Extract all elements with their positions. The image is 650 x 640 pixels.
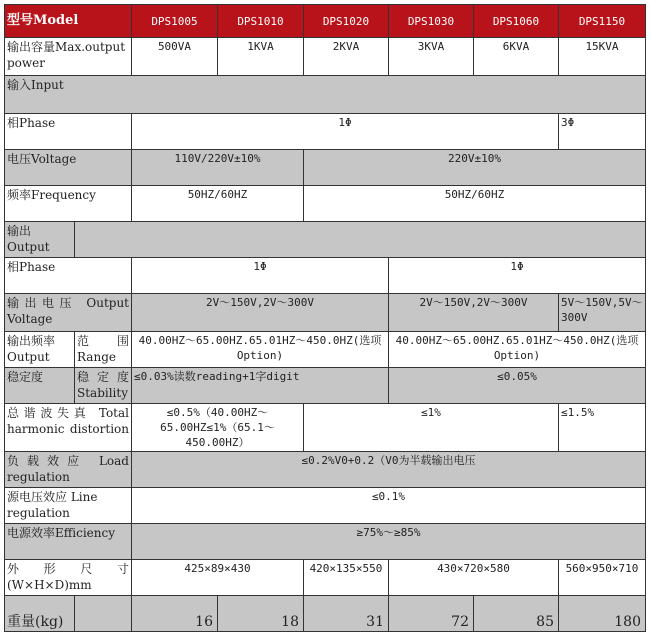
output-voltage-large: 5V～150V,5V～300V [559,294,646,332]
input-voltage-large: 220V±10% [304,150,646,186]
input-frequency-label: 频率Frequency [5,186,132,222]
spec-table-container [4,4,645,634]
dimensions-small: 425×89×430 [132,560,304,596]
efficiency-value: ≥75%～≥85% [132,524,646,560]
model-dps1010: DPS1010 [218,5,304,38]
weight-dps1005: 16 [132,596,218,632]
input-frequency-large: 50HZ/60HZ [304,186,646,222]
weight-dps1060: 85 [474,596,559,632]
weight-dps1010: 18 [218,596,304,632]
spec-table [4,4,646,632]
dimensions-xlarge: 560×950×710 [559,560,646,596]
output-voltage-label: 输出电压 Output Voltage [5,294,132,332]
thd-mid: ≤1% [304,404,559,452]
input-phase-single: 1Φ [132,114,559,150]
capacity-dps1020: 2KVA [304,38,389,76]
model-dps1005: DPS1005 [132,5,218,38]
output-section-blank [75,222,646,258]
input-phase-three: 3Φ [559,114,646,150]
thd-label: 总谐波失真 Total harmonic distortion [5,404,132,452]
capacity-dps1010: 1KVA [218,38,304,76]
output-phase-large: 1Φ [389,258,646,294]
capacity-dps1005: 500VA [132,38,218,76]
output-phase-small: 1Φ [132,258,389,294]
output-voltage-mid: 2V～150V,2V～300V [389,294,559,332]
input-voltage-small: 110V/220V±10% [132,150,304,186]
input-voltage-label: 电压Voltage [5,150,132,186]
output-section-title: 输出 Output [5,222,75,258]
input-section-title: 输入Input [5,76,646,114]
output-phase-label: 相Phase [5,258,132,294]
load-regulation-value: ≤0.2%V0+0.2（V0为半载输出电压 [132,452,646,488]
capacity-dps1150: 15KVA [559,38,646,76]
output-frequency-large: 40.00HZ～65.00HZ.65.01HZ～450.0HZ(选项Option) [389,332,646,368]
model-header-label: 型号Model [5,5,132,38]
thd-large: ≤1.5% [559,404,646,452]
weight-dps1150: 180 [559,596,646,632]
model-dps1150: DPS1150 [559,5,646,38]
output-frequency-range-label: 范围 Range [75,332,132,368]
model-dps1030: DPS1030 [389,5,474,38]
stability-label: 稳定度 [5,368,75,404]
efficiency-label: 电源效率Efficiency [5,524,132,560]
output-voltage-small: 2V～150V,2V～300V [132,294,389,332]
weight-label-blank [75,596,132,632]
capacity-dps1060: 6KVA [474,38,559,76]
output-frequency-label: 输出频率 Output [5,332,75,368]
dimensions-mid: 420×135×550 [304,560,389,596]
capacity-dps1030: 3KVA [389,38,474,76]
dimensions-large: 430×720×580 [389,560,559,596]
stability-small: ≤0.03%读数reading+1字digit [132,368,389,404]
weight-label: 重量(kg) [5,596,75,632]
dimensions-label: 外形尺寸(W×H×D)mm [5,560,132,596]
thd-small: ≤0.5%（40.00HZ～65.00HZ≤1%（65.1～450.00HZ） [132,404,304,452]
output-frequency-small: 40.00HZ～65.00HZ.65.01HZ～450.0HZ(选项Option) [132,332,389,368]
capacity-label: 输出容量Max.output power [5,38,132,76]
weight-dps1030: 72 [389,596,474,632]
line-regulation-label: 源电压效应 Line regulation [5,488,132,524]
weight-dps1020: 31 [304,596,389,632]
model-dps1020: DPS1020 [304,5,389,38]
input-phase-label: 相Phase [5,114,132,150]
stability-sub-label: 稳定度 Stability [75,368,132,404]
line-regulation-value: ≤0.1% [132,488,646,524]
load-regulation-label: 负载效应 Load regulation [5,452,132,488]
stability-large: ≤0.05% [389,368,646,404]
input-frequency-small: 50HZ/60HZ [132,186,304,222]
model-dps1060: DPS1060 [474,5,559,38]
